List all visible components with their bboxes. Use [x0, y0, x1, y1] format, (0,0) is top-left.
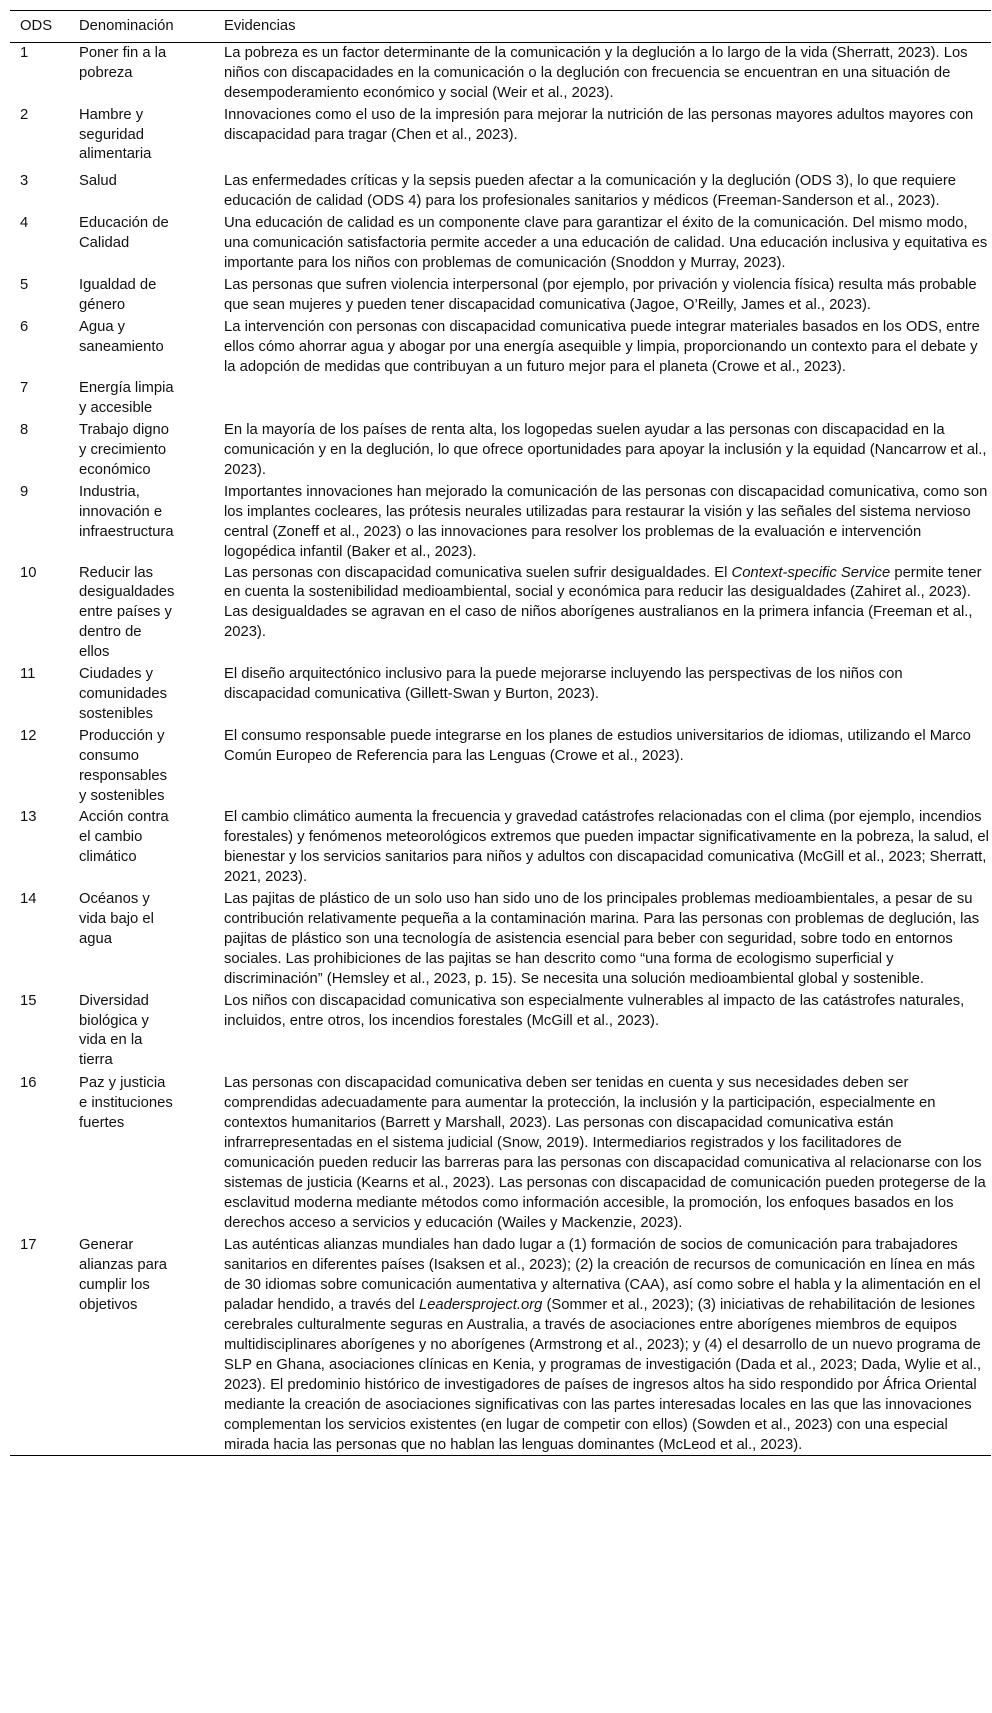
- cell-ods-number: 14: [20, 891, 37, 908]
- cell-denominacion: Hambre y seguridad alimentaria: [79, 106, 152, 163]
- cell-denominacion: Océanos y vida bajo el agua: [79, 891, 154, 947]
- cell-ods-number: 17: [20, 1237, 37, 1254]
- cell-ods-number: 3: [20, 173, 29, 190]
- table-row: [10, 274, 991, 316]
- cell-evidencias: [221, 419, 991, 481]
- evidence-text: Innovaciones como el uso de la impresión para mejorar la nutrición de las personas mayores adultos mayores con discapacidad para tragar (Chen et al., 2023).: [224, 106, 974, 143]
- sdg-evidence-table-wrapper: [10, 10, 991, 1456]
- cell-ods-number: 12: [20, 727, 37, 744]
- evidence-text: Una educación de calidad es un componente clave para garantizar el éxito de la comunicación. Del mismo modo, una comunicación satisfactoria permite acceder a una educación de calidad. Una educación inclusiva y equitativa es importante para los niños con problemas de comunicación (Snoddon y Murray, 2023).: [224, 215, 988, 271]
- table-row: [10, 806, 991, 888]
- cell-evidencias: [221, 212, 991, 274]
- table-row: [10, 1233, 991, 1455]
- cell-denominacion: Reducir las desigualdades entre países y dentro de ellos: [79, 564, 175, 661]
- evidence-text: La pobreza es un factor determinante de la comunicación y la deglución a lo largo de la vida (Sherratt, 2023). Los niños con discapacidades en la comunicación o la deglución con frecuencia se encuentran en una situación de desempoderamiento económico y social (Weir et al., 2023).: [224, 44, 968, 101]
- evidence-text: Las auténticas alianzas mundiales han dado lugar a (1) formación de socios de comunicación para trabajadores sanitarios en diferentes países (Isaksen et al., 2023); (2) la creación de recursos de comunicación en línea en más de 30 idiomas sobre comunicación aumentativa y alternativa (CAA), así como sobre el habla y la alimentación en el paladar hendido, a través del: [224, 1237, 981, 1314]
- cell-denominacion: Poner fin a la pobreza: [79, 44, 167, 81]
- table-body: [10, 42, 991, 1456]
- table-row: [10, 165, 991, 212]
- header-denominacion: Denominación: [79, 18, 174, 34]
- cell-denominacion: Ciudades y comunidades sostenibles: [79, 666, 168, 722]
- sdg-evidence-table: [10, 10, 991, 1456]
- cell-evidencias: [221, 725, 991, 807]
- cell-evidencias: [221, 1233, 991, 1455]
- cell-ods-number: 4: [20, 215, 29, 232]
- evidence-text: El cambio climático aumenta la frecuencia y gravedad catástrofes relacionadas con el clima (por ejemplo, incendios forestales) y fenómenos meteorológicos extremos que pueden impactar significativamente en la pobreza, la salud, el bienestar y los servicios sanitarios para niños y adultos con discapacidad comunicativa (McGill et al., 2023; Sherratt, 2021, 2023).: [224, 809, 989, 886]
- cell-ods-number: 16: [20, 1075, 37, 1092]
- cell-ods-number: 11: [20, 666, 36, 683]
- table-row: [10, 725, 991, 807]
- cell-ods-number: 6: [20, 318, 29, 335]
- evidence-text: Las enfermedades críticas y la sepsis pueden afectar a la comunicación y la deglución (ODS 3), lo que requiere educación de calidad (ODS 4) para los profesionales sanitarios y médicos (Freeman-Sanderson et al., 2023).: [224, 173, 957, 210]
- cell-evidencias: [221, 274, 991, 316]
- cell-denominacion: Industria, innovación e infraestructura: [79, 483, 174, 540]
- cell-denominacion: Producción y consumo responsables y sostenibles: [79, 727, 168, 804]
- table-row: [10, 316, 991, 378]
- table-row: [10, 888, 991, 990]
- cell-ods-number: 5: [20, 276, 29, 293]
- cell-ods-number: 8: [20, 422, 29, 439]
- cell-ods-number: 9: [20, 483, 29, 500]
- header-row: [10, 11, 991, 43]
- table-row: [10, 481, 991, 563]
- table-row: [10, 1071, 991, 1233]
- table-row: [10, 663, 991, 725]
- evidence-text: En la mayoría de los países de renta alta, los logopedas suelen ayudar a las personas con discapacidad en la comunicación y en la deglución, lo que ofrece oportunidades para apoyar la inclusión y la equidad (Nancarrow et al., 2023).: [224, 422, 987, 479]
- cell-denominacion: Energía limpia y accesible: [79, 380, 174, 417]
- table-row: [10, 990, 991, 1072]
- table-row: [10, 104, 991, 166]
- cell-evidencias: [221, 663, 991, 725]
- evidence-text: La intervención con personas con discapacidad comunicativa puede integrar materiales basados en los ODS, entre ellos cómo ahorrar agua y abogar por una energía asequible y limpia, proporcionando un contexto para el debate y la adopción de medidas que contribuyan a un futuro mejor para el planeta (Crowe et al., 2023).: [224, 318, 980, 375]
- table-row: [10, 212, 991, 274]
- cell-evidencias: [221, 1071, 991, 1233]
- cell-denominacion: Paz y justicia e instituciones fuertes: [79, 1075, 173, 1132]
- evidence-text: Importantes innovaciones han mejorado la comunicación de las personas con discapacidad comunicativa, como son los implantes cocleares, las prótesis neurales utilizadas para restaurar la visión y las señales del sistema nervioso central (Zoneff et al., 2023) o las innovaciones para resolver los problemas de la evaluación e intervención logopédica infantil (Baker et al., 2023).: [224, 483, 988, 560]
- table-header: [10, 11, 991, 43]
- cell-ods-number: 15: [20, 992, 37, 1009]
- header-ods: ODS: [20, 18, 53, 34]
- cell-evidencias: [221, 563, 991, 664]
- evidence-text: Las personas con discapacidad comunicativa suelen sufrir desigualdades. El: [224, 564, 732, 581]
- cell-evidencias: [221, 42, 991, 103]
- cell-ods-number: 13: [20, 809, 37, 826]
- evidence-text: Las pajitas de plástico de un solo uso han sido uno de los principales problemas medioambientales, a pesar de su contribución relativamente pequeña a la contaminación marina. Para las personas con problemas de deglución, las pajitas de plástico son una tecnología de asistencia esencial para beber con seguridad, sobre todo en entornos sociales. Las prohibiciones de las pajitas se han descrito como “una forma de ecologismo superficial y discriminación” (Hemsley et al., 2023, p. 15). Se necesita una solución medioambiental global y sostenible.: [224, 891, 980, 987]
- cell-evidencias: [221, 806, 991, 888]
- cell-denominacion: Agua y saneamiento: [79, 318, 164, 355]
- cell-evidencias: [221, 377, 991, 419]
- evidence-text: El consumo responsable puede integrarse en los planes de estudios universitarios de idiomas, utilizando el Marco Común Europeo de Referencia para las Lenguas (Crowe et al., 2023).: [224, 727, 971, 764]
- table-row: [10, 419, 991, 481]
- evidence-italic-term: Leadersproject.org: [418, 1297, 543, 1314]
- cell-denominacion: Igualdad de género: [79, 276, 157, 313]
- cell-evidencias: [221, 888, 991, 990]
- evidence-text: permite tener en cuenta la sostenibilidad medioambiental, social y económica para reducir las desigualdades (Zahiret al., 2023). Las desigualdades se agravan en el caso de niños aborígenes australianos en la primera infancia (Freeman et al., 2023).: [224, 564, 982, 641]
- evidence-italic-term: Context-specific Service: [731, 564, 891, 581]
- cell-ods-number: 1: [20, 44, 29, 61]
- evidence-text: Las personas que sufren violencia interpersonal (por ejemplo, por privación y violencia física) resulta más probable que sean mujeres y pueden tener discapacidad comunicativa (Jagoe, O’Reilly, James et al., 2023).: [224, 276, 977, 313]
- cell-ods-number: 7: [20, 380, 29, 397]
- cell-denominacion: Salud: [79, 173, 117, 190]
- cell-evidencias: [221, 990, 991, 1072]
- cell-evidencias: [221, 316, 991, 378]
- cell-denominacion: Diversidad biológica y vida en la tierra: [79, 992, 149, 1069]
- table-row: [10, 563, 991, 664]
- table-row: [10, 377, 991, 419]
- cell-evidencias: [221, 481, 991, 563]
- cell-ods-number: 2: [20, 106, 29, 123]
- evidence-text: (Sommer et al., 2023); (3) iniciativas de rehabilitación de lesiones cerebrales culturalmente seguras en Australia, a través de asociaciones entre aborígenes miembros de equipos multidisciplinares aborígenes y no aborígenes (Armstrong et al., 2023); y (4) el desarrollo de un nuevo programa de SLP en Ghana, asociaciones clínicas en Kenia, y programas de investigación (Dada et al., 2023; Dada, Wylie et al., 2023). El predominio histórico de investigadores de países de ingresos altos ha sido respondido por África Oriental mediante la creación de asociaciones significativas con las partes interesadas locales en las que las innovaciones complementan los servicios existentes (en lugar de competir con ellos) (Sowden et al., 2023) con una especial mirada hacia las personas que no hablan las lenguas dominantes (McLeod et al., 2023).: [224, 1297, 982, 1453]
- header-evidencias: Evidencias: [224, 18, 296, 34]
- table-row: [10, 42, 991, 103]
- evidence-text: Los niños con discapacidad comunicativa son especialmente vulnerables al impacto de las catástrofes naturales, incluidos, entre otros, los incendios forestales (McGill et al., 2023).: [224, 992, 965, 1029]
- cell-evidencias: [221, 165, 991, 212]
- evidence-text: Las personas con discapacidad comunicativa deben ser tenidas en cuenta y sus necesidades deben ser comprendidas adecuadamente para aumentar la protección, la inclusión y la participación, especialmente en contextos humanitarios (Barrett y Marshall, 2023). Las personas con discapacidad comunicativa están infrarrepresentadas en el sistema judicial (Snow, 2019). Intermediarios registrados y los facilitadores de comunicación pueden reducir las barreras para las personas con discapacidad comunicativa al relacionarse con los sistemas de justicia (Kearns et al., 2023). Las personas con discapacidad de comunicación pueden protegerse de la esclavitud moderna mediante métodos como información accesible, la promoción, los enfoques basados en los derechos acceso a servicios y educación (Wailes y Mackenzie, 2023).: [224, 1075, 986, 1231]
- cell-evidencias: [221, 104, 991, 166]
- cell-denominacion: Educación de Calidad: [79, 215, 169, 252]
- cell-denominacion: Trabajo digno y crecimiento económico: [79, 422, 169, 479]
- cell-ods-number: 10: [20, 564, 37, 581]
- cell-denominacion: Acción contra el cambio climático: [79, 809, 169, 866]
- cell-denominacion: Generar alianzas para cumplir los objetivos: [79, 1237, 168, 1314]
- evidence-text: El diseño arquitectónico inclusivo para la puede mejorarse incluyendo las perspectivas de los niños con discapacidad comunicativa (Gillett-Swan y Burton, 2023).: [224, 666, 903, 702]
